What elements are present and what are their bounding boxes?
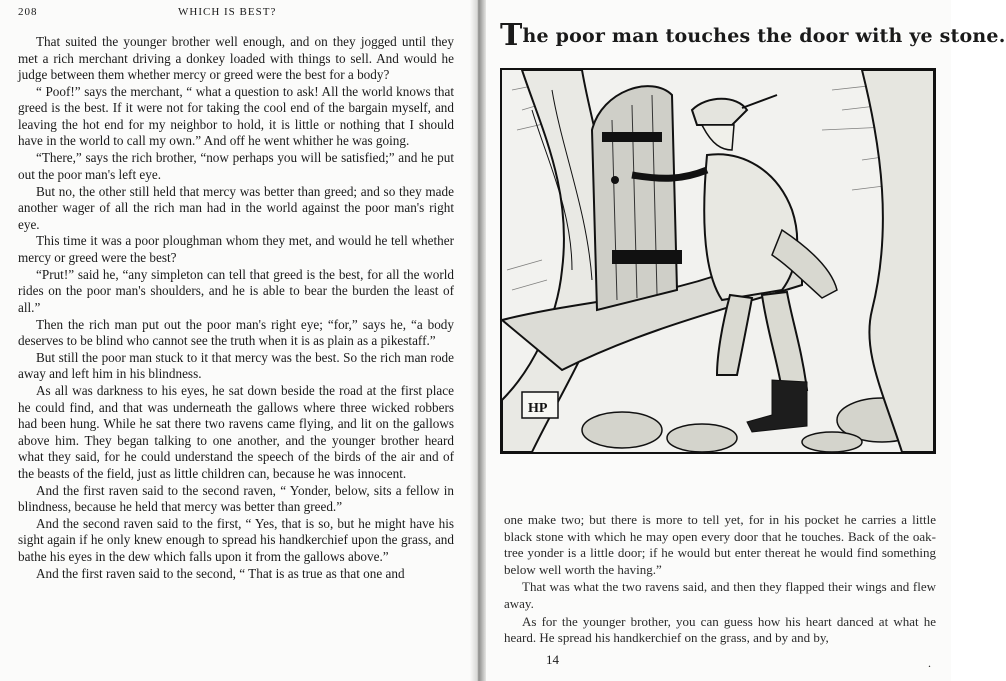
end-mark: . — [928, 656, 931, 670]
caption-initial: T — [500, 18, 523, 53]
paragraph: As all was darkness to his eyes, he sat down beside the road at the first place he could find, and that was underneath the gallows where three wicked robbers had been hung. While he sat there two ravens came flying, and lit on the gallows above him. They began talking to one another, and the younger brother heard what they said, for he could understand the speech of the birds of the air and of the beasts of the field, just as little children can, because he was innocent. — [18, 383, 454, 481]
right-body-text — [504, 512, 936, 648]
page-number: 208 — [18, 6, 38, 18]
left-body-text — [18, 34, 454, 583]
paragraph: Then the rich man put out the poor man's right eye; “for,” says he, “a body deserves to be blind who cannot see the truth when it is as plain as a pikestaff.” — [18, 316, 454, 349]
oak-door — [592, 86, 682, 310]
signature-mark: 14 — [546, 652, 559, 667]
illustration-drawing — [502, 70, 934, 452]
paragraph: And the first raven said to the second raven, “ Yonder, below, sits a fellow in blindness, because he held that mercy was better than greed.” — [18, 482, 454, 515]
paragraph: And the first raven said to the second, “ That is as true as that one and — [36, 565, 405, 581]
left-page — [18, 0, 454, 681]
book-gutter — [470, 0, 486, 681]
paragraph: That suited the younger brother well enough, and on they jogged until they met a rich merchant driving a donkey loaded with things to sell. And would he judge between them whether mercy or greed were the best for a body? — [18, 34, 454, 82]
woodcut-illustration — [500, 68, 936, 454]
artist-monogram: HP — [528, 401, 548, 416]
caption-text: he poor man touches the door with ye stone. — [522, 25, 1006, 47]
paragraph: “ Poof!” says the merchant, “ what a question to ask! All the world knows that greed is the best. If it were not for taking the cool end of the bargain myself, and leaving the hot end for my neighbor to hold, it is little or nothing that I should have in the world to call my own.” And off he went whither he was going. — [18, 83, 454, 149]
right-page — [496, 0, 1006, 681]
paragraph: That was what the two ravens said, and then they flapped their wings and flew away. — [504, 579, 936, 611]
paragraph: But no, the other still held that mercy was better than greed; and so they made another wager of all the rich man had in the world against the poor man's right eye. — [18, 183, 454, 232]
paragraph: As for the younger brother, you can guess how his heart danced at what he heard. He spread his handkerchief on the grass, and by and by, — [504, 613, 936, 646]
paragraph: one make two; but there is more to tell yet, for in his pocket he carries a little black stone with which he may open every door that he touches. Back of the oak-tree yonder is a little door; if he would but enter thereat he would find something below well worth the having.” — [504, 512, 936, 577]
paragraph: “There,” says the rich brother, “now perhaps you will be satisfied;” and he put out the poor man's left eye. — [18, 150, 454, 182]
paragraph: But still the poor man stuck to it that mercy was the best. So the rich man rode away and left him in his blindness. — [18, 349, 454, 382]
running-title: WHICH IS BEST? — [178, 6, 277, 18]
paragraph: This time it was a poor ploughman whom they met, and would he tell whether mercy or greed were the best? — [18, 233, 454, 265]
paragraph: And the second raven said to the first, “ Yes, that is so, but he might have his sight again if he only knew enough to spread his handkerchief upon the grass, and bathe his eyes in the dew which falls upon it from the gallows above.” — [18, 515, 454, 564]
illustration-caption — [500, 18, 1006, 54]
paragraph: “Prut!” said he, “any simpleton can tell that greed is the best, for all the world rides on the poor man's shoulders, and he is able to bear the burden the least of all.” — [18, 266, 454, 315]
running-head — [18, 6, 454, 22]
